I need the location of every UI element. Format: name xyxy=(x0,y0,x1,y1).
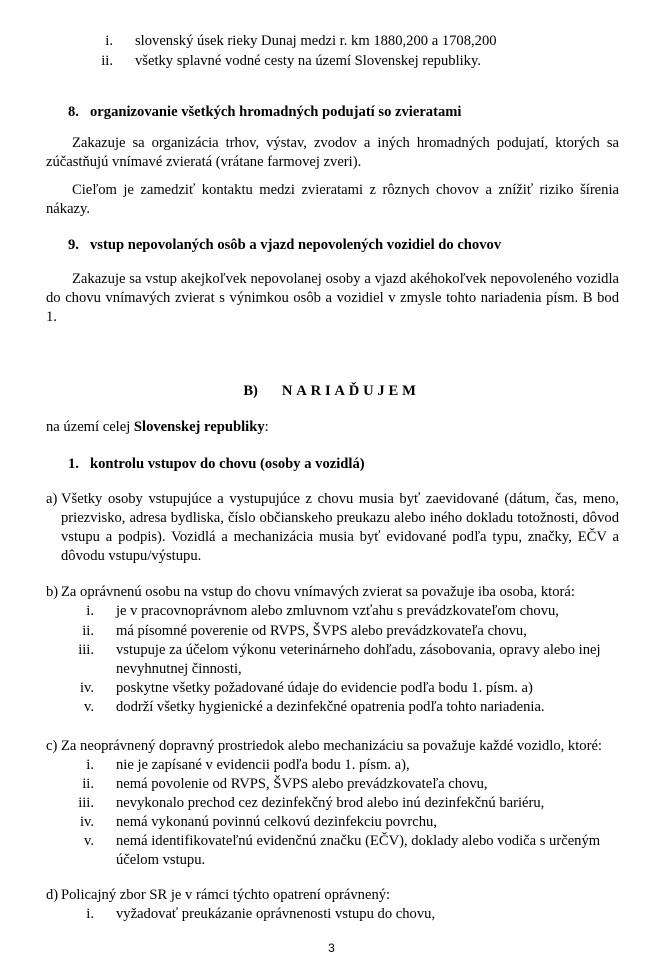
intro-line xyxy=(46,418,269,437)
list-number: i. xyxy=(86,757,94,773)
list-number: ii. xyxy=(82,623,94,639)
section-title: vstup nepovolaných osôb a vjazd nepovolených vozidiel do chovov xyxy=(90,237,502,253)
list-text: je v pracovnoprávnom alebo zmluvnom vzťahu s prevádzkovateľom chovu, xyxy=(116,603,559,619)
list-number: i. xyxy=(86,603,94,619)
list-text: nie je zapísané v evidencii podľa bodu 1. písm. a), xyxy=(116,757,410,773)
item-text: Za neoprávnený dopravný prostriedok alebo mechanizáciu sa považuje každé vozidlo, ktoré: xyxy=(61,738,602,754)
item-label: a) xyxy=(46,491,58,507)
item-text: Za oprávnenú osobu na vstup do chovu vnímavých zvierat sa považuje iba osoba, ktorá: xyxy=(61,584,575,600)
list-text: všetky splavné vodné cesty na území Slovenskej republiky. xyxy=(135,53,481,69)
list-text: poskytne všetky požadované údaje do evidencie podľa bodu 1. písm. a) xyxy=(116,680,533,696)
item-text: Všetky osoby vstupujúce a vystupujúce z chovu musia byť zaevidované (dátum, čas, meno, priezvisko, adresa bydliska, číslo občianskeho preukazu alebo iného dokladu totožnosti, dôvod vstupu a podpis). Vozidlá a mechanizácia musia byť evidované podľa typu, značky, EČV a dôvodu vstupu/výstupu. xyxy=(61,491,619,564)
list-text: má písomné poverenie od RVPS, ŠVPS alebo prevádzkovateľa chovu, xyxy=(116,623,527,639)
item-label: d) xyxy=(46,887,59,903)
section-title: organizovanie všetkých hromadných podujatí so zvieratami xyxy=(90,104,462,120)
list-number: i. xyxy=(86,906,94,922)
paragraph: Cieľom je zamedziť kontaktu medzi zvieratami z rôznych chovov a znížiť riziko šírenia nákazy. xyxy=(46,182,619,217)
section-b-heading xyxy=(0,382,663,401)
list-text: nemá identifikovateľnú evidenčnú značku (EČV), doklady alebo vodiča s určeným účelom vstupu. xyxy=(116,833,601,868)
section-number: 8. xyxy=(68,104,79,120)
list-text: vstupuje za účelom výkonu veterinárneho dohľadu, zásobovania, opravy alebo inej nevyhnutnej činnosti, xyxy=(116,642,601,677)
page-number: 3 xyxy=(328,941,335,955)
list-number: v. xyxy=(84,699,94,715)
list-number: iii. xyxy=(78,795,94,811)
list-number: iv. xyxy=(79,680,94,696)
list-text: nemá vykonanú povinnú celkovú dezinfekciu povrchu, xyxy=(116,814,437,830)
section-heading xyxy=(68,455,365,474)
section-title: NARIAĎUJEM xyxy=(281,383,420,399)
intro-prefix: na území celej xyxy=(46,419,134,435)
section-number: 1. xyxy=(68,456,79,472)
list-number: ii. xyxy=(101,53,113,69)
item-text: Policajný zbor SR je v rámci týchto opatrení oprávnený: xyxy=(61,887,391,903)
paragraph: Zakazuje sa organizácia trhov, výstav, zvodov a iných hromadných podujatí, ktorých sa zúčastňujú vnímavé zvieratá (vrátane farmovej zveri). xyxy=(46,135,619,170)
section-label: B) xyxy=(243,383,258,399)
item-label: c) xyxy=(46,738,58,754)
list-number: ii. xyxy=(82,776,94,792)
list-text: nevykonalo prechod cez dezinfekčný brod alebo inú dezinfekčnú bariéru, xyxy=(116,795,545,811)
list-number: i. xyxy=(105,33,113,49)
list-text: nemá povolenie od RVPS, ŠVPS alebo prevádzkovateľa chovu, xyxy=(116,776,488,792)
item-label: b) xyxy=(46,584,59,600)
section-number: 9. xyxy=(68,237,79,253)
list-text: dodrží všetky hygienické a dezinfekčné opatrenia podľa tohto nariadenia. xyxy=(116,699,545,715)
paragraph: Zakazuje sa vstup akejkoľvek nepovolanej osoby a vjazd akéhokoľvek nepovoleného vozidla do chovu vnímavých zvierat s výnimkou osôb a vozidiel v zmysle tohto nariadenia písm. B bod 1. xyxy=(46,271,619,325)
intro-bold: Slovenskej republiky xyxy=(133,419,265,435)
list-text: vyžadovať preukázanie oprávnenosti vstupu do chovu, xyxy=(116,906,436,922)
list-number: v. xyxy=(84,833,94,849)
intro-suffix: : xyxy=(264,419,269,435)
section-heading xyxy=(68,103,461,122)
section-title: kontrolu vstupov do chovu (osoby a vozidlá) xyxy=(90,456,365,472)
list-number: iv. xyxy=(79,814,94,830)
list-number: iii. xyxy=(78,642,94,658)
list-text: slovenský úsek rieky Dunaj medzi r. km 1880,200 a 1708,200 xyxy=(135,33,497,49)
section-heading xyxy=(68,236,501,255)
